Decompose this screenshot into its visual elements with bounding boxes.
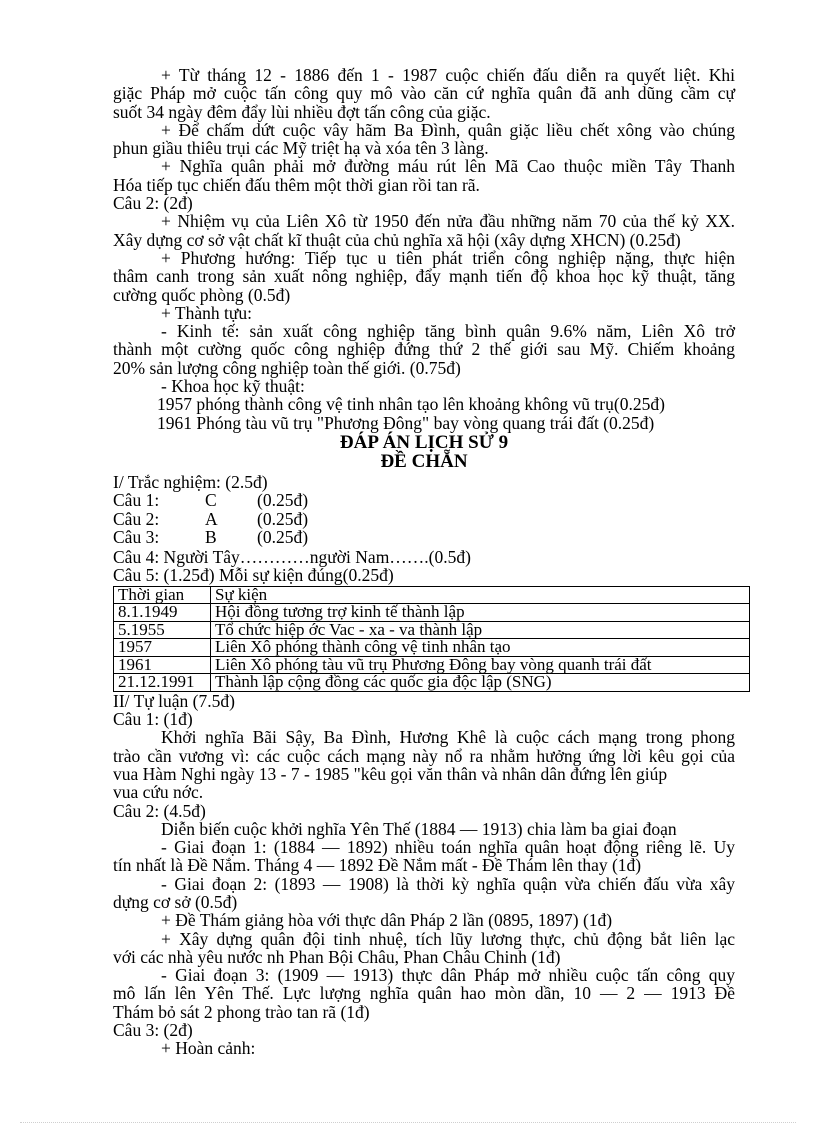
text-line: tín nhất là Đề Nắm. Tháng 4 — 1892 Đề Nắm mất - Đề Thám lên thay (1đ) [113,855,642,876]
mc-answer-letter: A [205,508,218,529]
text-line: + Thành tựu: [161,302,252,323]
text-line: - Giai đoạn 2: (1893 — 1908) là thời kỳ nghĩa quận vừa chiến đấu vừa xây [161,873,735,894]
text-line: - Kinh tế: sản xuất công nghiệp tăng bình quân 9.6% năm, Liên Xô trở [161,321,735,342]
answer-key-title: ĐÁP ÁN LỊCH SỬ 9 [339,431,509,453]
table-cell-time: 1957 [114,639,211,657]
text-line: với các nhà yêu nước nh Phan Bội Châu, Phan Châu Chinh (1đ) [113,946,561,967]
multiple-choice-answers [113,491,735,546]
text-line: + Phương hướng: Tiếp tục u tiên phát triển công nghiệp nặng, thực hiện [161,247,735,268]
text-line: Câu 3: (2đ) [113,1020,193,1041]
events-table [113,586,750,692]
table-cell-event: Tổ chức hiệp ớc Vac - xa - va thành lập [211,621,750,639]
table-header-event: Sự kiện [211,586,750,604]
table-cell-event: Thành lập cộng đồng các quốc gia độc lập (SNG) [211,674,750,692]
table-cell-time: 21.12.1991 [114,674,211,692]
text-line: + Nhiệm vụ của Liên Xô từ 1950 đến nửa đầu những năm 70 của thế kỷ XX. [161,211,735,232]
text-line: Câu 2: (4.5đ) [113,800,206,821]
text-line: suốt 34 ngày đêm đẩy lùi nhiều đợt tấn công của giặc. [113,101,491,122]
text-line: + Từ tháng 12 - 1886 đến 1 - 1987 cuộc chiến đấu diễn ra quyết liệt. Khi [161,65,735,85]
text-line: mô lấn lên Yên Thế. Lực lượng nghĩa quân hao mòn dần, 10 — 2 — 1913 Đề [113,983,735,1004]
text-line: + Xây dựng quân đội tinh nhuệ, tích lũy lương thực, chủ động bắt liên lạc [161,928,735,949]
text-line: - Giai đoạn 1: (1884 — 1892) nhiều toán nghĩa quân hoạt động riêng lẽ. Uy [161,837,735,858]
table-cell-time: 1961 [114,656,211,674]
text-line: + Để chấm dứt cuộc vây hãm Ba Đình, quân giặc liều chết xông vào chúng [161,119,735,140]
table-row [114,621,750,639]
mc-answer-row [113,491,735,509]
text-line: Diễn biến cuộc khởi nghĩa Yên Thế (1884 — 1913) chia làm ba giai đoạn [161,818,677,839]
table-row [114,674,750,692]
text-line: giặc Pháp mở cuộc tấn công quy mô vào căn cứ nghĩa quân đã anh dũng cầm cự [113,83,735,104]
text-line: dựng cơ sở (0.5đ) [113,891,238,912]
mc-answer-row [113,510,735,528]
text-line: Hóa tiếp tục chiến đấu thêm một thời gian rồi tan rã. [113,174,480,195]
mc-question-label: Câu 1: [113,490,160,511]
text-line: 20% sản lượng công nghiệp toàn thế giới. (0.75đ) [113,357,461,378]
text-line: + Nghĩa quân phải mở đường máu rút lên Mã Cao thuộc miền Tây Thanh [161,156,735,177]
text-line: Khởi nghĩa Bãi Sậy, Ba Đình, Hương Khê là cuộc cách mạng trong phong [161,727,735,748]
table-cell-time: 8.1.1949 [114,604,211,622]
table-row [114,656,750,674]
section-multiple-choice-heading: I/ Trắc nghiệm: (2.5đ) [113,471,268,492]
text-line: 1961 Phóng tàu vũ trụ "Phương Đông" bay vòng quang trái đất (0.25đ) [157,412,655,433]
mc-question-label: Câu 3: [113,526,160,547]
mc-answer-letter: B [205,526,217,547]
mc-answer-letter: C [205,490,217,511]
text-line: Câu 1: (1đ) [113,709,193,730]
text-line: vua Hàm Nghi ngày 13 - 7 - 1985 "kêu gọi văn thân và nhân dân đứng lên giúp [113,763,668,784]
text-line: thành một cường quốc công nghiệp đứng thứ 2 thế giới sau Mỹ. Chiếm khoảng [113,339,735,360]
answer-part-cau1-cau2 [113,66,735,432]
table-cell-time: 5.1955 [114,621,211,639]
table-header-time: Thời gian [114,586,211,604]
table-row [114,639,750,657]
text-line: cường quốc phòng (0.5đ) [113,284,291,305]
mc-question-label: Câu 2: [113,508,160,529]
table-cell-event: Liên Xô phóng tàu vũ trụ Phương Đông bay vòng quanh trái đất [211,656,750,674]
table-cell-event: Hội đồng tương trợ kinh tế thành lập [211,604,750,622]
text-line: + Đề Thám giảng hòa với thực dân Pháp 2 lần (0895, 1897) (1đ) [161,910,613,931]
question-4-answer: Câu 4: Người Tây…………người Nam…….(0.5đ) [113,547,471,568]
text-line: vua cứu nớc. [113,782,204,803]
table-cell-event: Liên Xô phóng thành công vệ tinh nhân tạo [211,639,750,657]
essay-section [113,692,735,1058]
mc-points: (0.25đ) [257,526,309,547]
table-row [114,604,750,622]
text-line: Thám bỏ sát 2 phong trào tan rã (1đ) [113,1001,370,1022]
text-line: Xây dựng cơ sở vật chất kĩ thuật của chủ nghĩa xã hội (xây dựng XHCN) (0.25đ) [113,229,681,250]
document-page [113,66,735,1058]
text-line: Câu 2: (2đ) [113,193,193,214]
text-line: - Giai đoạn 3: (1909 — 1913) thực dân Pháp mở nhiều cuộc tấn công quy [161,965,735,986]
table-header-row [114,586,750,604]
text-line: 1957 phóng thành công vệ tinh nhân tạo lên khoảng không vũ trụ(0.25đ) [157,394,665,415]
mc-points: (0.25đ) [257,508,309,529]
text-line: phun giầu thiêu trụi các Mỹ triệt hạ và xóa tên 3 làng. [113,138,489,159]
text-line: II/ Tự luận (7.5đ) [113,690,235,711]
question-5-answer: Câu 5: (1.25đ) Mỗi sự kiện đúng(0.25đ) [113,565,394,586]
text-line: thâm canh trong sản xuất nông nghiệp, đẩy mạnh tiến độ khoa học kỹ thuật, tăng [113,266,735,287]
text-line: + Hoàn cảnh: [161,1038,256,1059]
mc-answer-row [113,528,735,546]
exam-variant-title: ĐỀ CHẴN [380,450,468,472]
text-line: - Khoa học kỹ thuật: [161,376,305,397]
text-line: trào cần vương vì: các cuộc cách mạng này nổ ra nhằm hưởng ứng lời kêu gọi của [113,745,735,766]
mc-points: (0.25đ) [257,490,309,511]
